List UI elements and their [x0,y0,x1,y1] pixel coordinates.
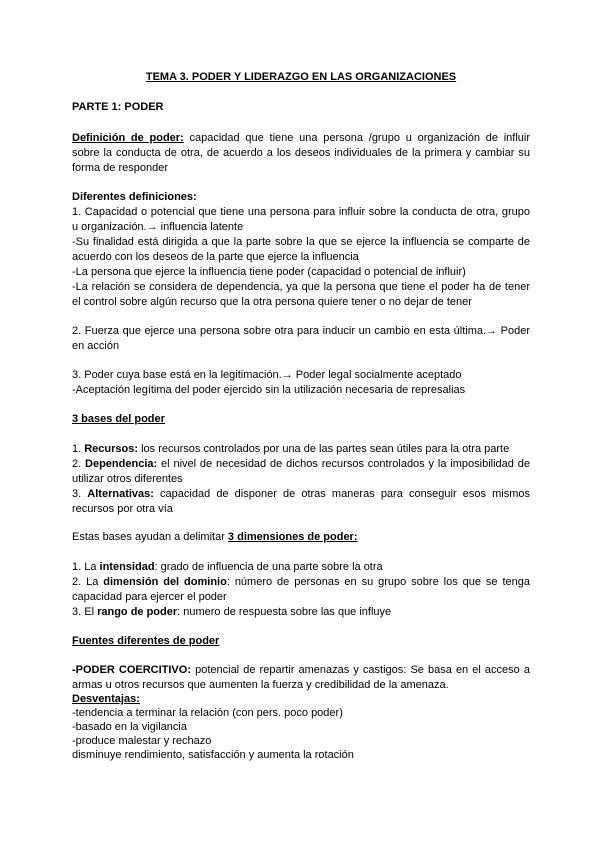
dimension-label: intensidad [99,561,155,573]
disadvantage-item: -basado en la vigilancia [72,721,187,733]
definitions-line: -Su finalidad está dirigida a que la parte sobre la que se ejerce la influencia se comparte de [72,236,530,248]
base-alternativas [72,487,530,502]
dimension-prefix: 3. El [72,606,98,618]
coercive-power-label: -PODER COERCITIVO: [72,664,191,676]
definitions-line: 1. Capacidad o potencial que tiene una persona para influir sobre la conducta de otra, grupo [72,206,530,218]
base-number: 1. [72,443,85,455]
base-dependencia [72,457,530,472]
dimension-label: dimensión del dominio [103,576,227,588]
base-text: los recursos controlados por una de las partes sean útiles para la otra parte [138,443,510,455]
definition-text-1: capacidad que tiene una persona /grupo u organización de influir [183,132,530,144]
base-number: 2. [72,458,86,470]
dimension-rango [72,605,530,620]
definitions-line: -Aceptación legítima del poder ejercido sin la utilización necesaria de represalias [72,384,466,396]
definitions-heading: Diferentes definiciones: [72,191,197,203]
coercive-power-text: potencial de repartir amenazas y castigos: Se basa en el acceso a [191,664,530,676]
dimension-text: : grado de influencia de una parte sobre la otra [154,561,383,573]
dimension-intensidad [72,560,530,575]
definitions-line: acuerdo con los deseos de la parte que ejerce la influencia [72,251,359,263]
dimension-text: : número de personas en su grupo sobre los que se tenga [226,576,530,588]
base-label: Dependencia: [85,458,158,470]
dimensions-intro [72,530,530,545]
dimension-label: rango de poder [97,606,178,618]
definitions-line: el control sobre algún recurso que la otra persona quiere tener o no dejar de tener [72,296,472,308]
document-title: TEMA 3. PODER Y LIDERAZGO EN LAS ORGANIZACIONES [145,71,457,83]
definitions-line: u organización.→ influencia latente [72,221,244,233]
disadvantage-item: -tendencia a terminar la relación (con pers. poco poder) [72,707,343,719]
disadvantage-item: -produce malestar y rechazo [72,735,212,747]
base-recursos [72,442,530,457]
definition-line-2: sobre la conducta de otra, de acuerdo a los deseos individuales de la primera y cambiar su [72,147,530,159]
part-heading: PARTE 1: PODER [72,101,164,113]
definition-line-1 [72,131,530,146]
base-text: capacidad de disponer de otras maneras para conseguir esos mismos [153,488,530,500]
base-alternativas-cont: recursos por otra vía [72,503,173,515]
dimension-text: : numero de respuesta sobre las que influye [177,606,392,618]
dimension-dominio [72,575,530,590]
definition-label: Definición de poder: [72,132,184,144]
definitions-line: -La relación se considera de dependencia, ya que la persona que tiene el poder ha de tener [72,281,530,293]
disadvantage-item: disminuye rendimiento, satisfacción y aumenta la rotación [72,749,354,761]
definitions-line: -La persona que ejerce la influencia tiene poder (capacidad o potencial de influir) [72,266,466,278]
definitions-line: 3. Poder cuya base está en la legitimación.→ Poder legal socialmente aceptado [72,369,462,381]
dimension-prefix: 2. La [72,576,104,588]
base-label: Recursos: [84,443,139,455]
base-number: 3. [72,488,88,500]
base-label: Alternativas: [87,488,154,500]
definition-line-3: forma de responder [72,162,168,174]
base-text: el nivel de necesidad de dichos recursos controlados y la imposibilidad de [157,458,530,470]
definitions-line: 2. Fuerza que ejerce una persona sobre otra para inducir un cambio en esta última.→ Poder [72,325,530,337]
base-dependencia-cont: utilizar otros diferentes [72,473,183,485]
dimension-prefix: 1. La [72,561,100,573]
dimensions-intro-text: Estas bases ayudan a delimitar [72,531,228,543]
coercive-power-line [72,663,530,678]
coercive-power-cont: armas u otros recursos que aumenten la fuerza y credibilidad de la amenaza. [72,679,449,691]
dimensions-intro-bold: 3 dimensiones de poder: [227,531,358,543]
bases-heading: 3 bases del poder [72,413,165,425]
definitions-line: en acción [72,340,120,352]
sources-heading: Fuentes diferentes de poder [72,635,220,647]
dimension-dominio-cont: capacidad para ejercer el poder [72,591,227,603]
disadvantages-heading: Desventajas: [72,693,140,705]
